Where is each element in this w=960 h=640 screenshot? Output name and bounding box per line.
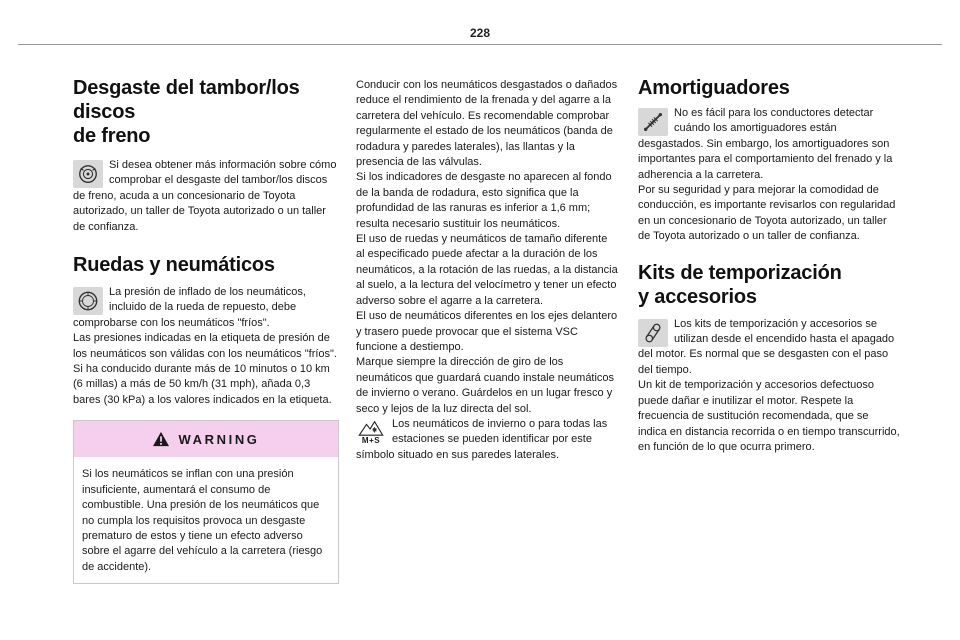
winter-tires-paragraph: Los neumáticos de invierno o para todas las estaciones se pueden identificar por este símbolo situado en sus paredes laterales. [356,417,608,461]
wheels-tires-heading: Ruedas y neumáticos [73,254,275,277]
timing-paragraph-2: Un kit de temporización y accesorios defectuoso puede dañar e inutilizar el motor. Respete la frecuencia de sustitución recomendada, que se indica en distancia recorrida o en tiempo transcurrido, en función de lo que ocurra primero. [638,379,900,453]
timing-kits-heading [638,261,900,309]
brake-paragraph: Si desea obtener más información sobre cómo comprobar el desgaste del tambor/los discos de freno, acuda a un concesionario de Toyota autorizado, un taller de Toyota autorizado o un taller de confianza. [73,159,337,233]
shock-paragraph-2: Por su seguridad y para mejorar la comodidad de conducción, es importante revisarlos con regularidad en un concesionario de Toyota autorizado, un taller de Toyota autorizado o un taller de confianza. [638,184,896,243]
warning-header [74,421,338,457]
tire-section [73,285,337,408]
brake-section [73,158,337,235]
brake-heading-line2: de freno [73,125,151,147]
shock-section [638,106,900,245]
rotation-paragraph: Marque siempre la dirección de giro de los neumáticos que guardará cuando instale neumáticos de invierno o verano. Guárdelos en un lugar fresco y seco y lejos de la luz directa del sol. [356,356,615,415]
shock-absorbers-heading: Amortiguadores [638,77,790,99]
warning-box [73,420,339,584]
vsc-paragraph: El uso de neumáticos diferentes en los ejes delantero y trasero puede provocar que el sistema VSC funcione a destiempo. [356,310,618,353]
brake-heading-line1: Desgaste del tambor/los discos [73,77,300,123]
middle-column [356,78,618,463]
timing-heading-line2: y accesorios [638,285,757,308]
timing-paragraph-1: Los kits de temporización y accesorios se utilizan desde el encendido hasta el apagado del motor. Es normal que se desgasten con el paso del tiempo. [638,317,895,376]
timing-heading-line1: Kits de temporización [638,261,842,284]
warning-body [74,457,338,583]
tire-label-paragraph: Las presiones indicadas en la etiqueta de presión de los neumáticos son válidas con los neumáticos "fríos". [73,332,337,360]
warning-text: Si los neumáticos se inflan con una presión insuficiente, aumentará el consumo de combustible. Una presión de los neumáticos que no cumpla los requisitos provoca un desgaste prematuro de estos y tiene un efecto adverso sobre el agarre del vehículo a la carretera (riesgo de accidente). [82,468,323,573]
header-divider [18,44,942,45]
tire-icon [73,287,103,315]
timing-belt-icon [638,319,668,347]
mountain-snowflake-icon [356,417,386,447]
warning-triangle-icon [152,431,170,447]
tire-size-paragraph: El uso de ruedas y neumáticos de tamaño diferente al especificado puede afectar a la duración de los neumáticos, a la rotación de las ruedas, a la distancia al suelo, a la lectura del velocímetro y tener un efecto adverso sobre el agarre a la carretera. [356,233,618,307]
brake-wear-heading [73,76,337,148]
tire-pressure-paragraph: La presión de inflado de los neumáticos, incluido de la rueda de repuesto, debe comprobarse con los neumáticos "fríos". [73,286,306,329]
left-column [73,76,337,584]
wear-indicators-paragraph: Si los indicadores de desgaste no aparecen al fondo de la banda de rodadura, esto significa que la profundidad de las ranuras es inferior a 1,6 mm; resulta necesario sustituir los neumáticos. [356,171,612,230]
page-number: 228 [469,26,491,40]
brake-disc-icon [73,160,103,188]
shock-paragraph-1: No es fácil para los conductores detectar cuándo los amortiguadores están desgastados. Sin embargo, los amortiguadores son importantes para el comportamiento del frenado y la adherencia a la carretera. [638,107,893,181]
right-column [638,76,900,455]
worn-tires-paragraph: Conducir con los neumáticos desgastados o dañados reduce el rendimiento de la frenada y del agarre a la carretera del vehículo. Es recomendable comprobar regularmente el estado de los neumáticos (banda de rodadura y paredes laterales), las llantas y la presencia de las válvulas. [356,79,618,169]
tire-hot-paragraph: Si ha conducido durante más de 10 minutos o 10 km (6 millas) a más de 50 km/h (31 mph), añada 0,3 bares (30 kPa) a los valores indicados en la etiqueta. [73,363,332,406]
ms-mark: M+S [361,435,381,445]
shock-absorber-icon [638,108,668,136]
warning-title: WARNING [178,431,260,447]
winter-tires-section [356,417,618,463]
timing-section [638,317,900,456]
